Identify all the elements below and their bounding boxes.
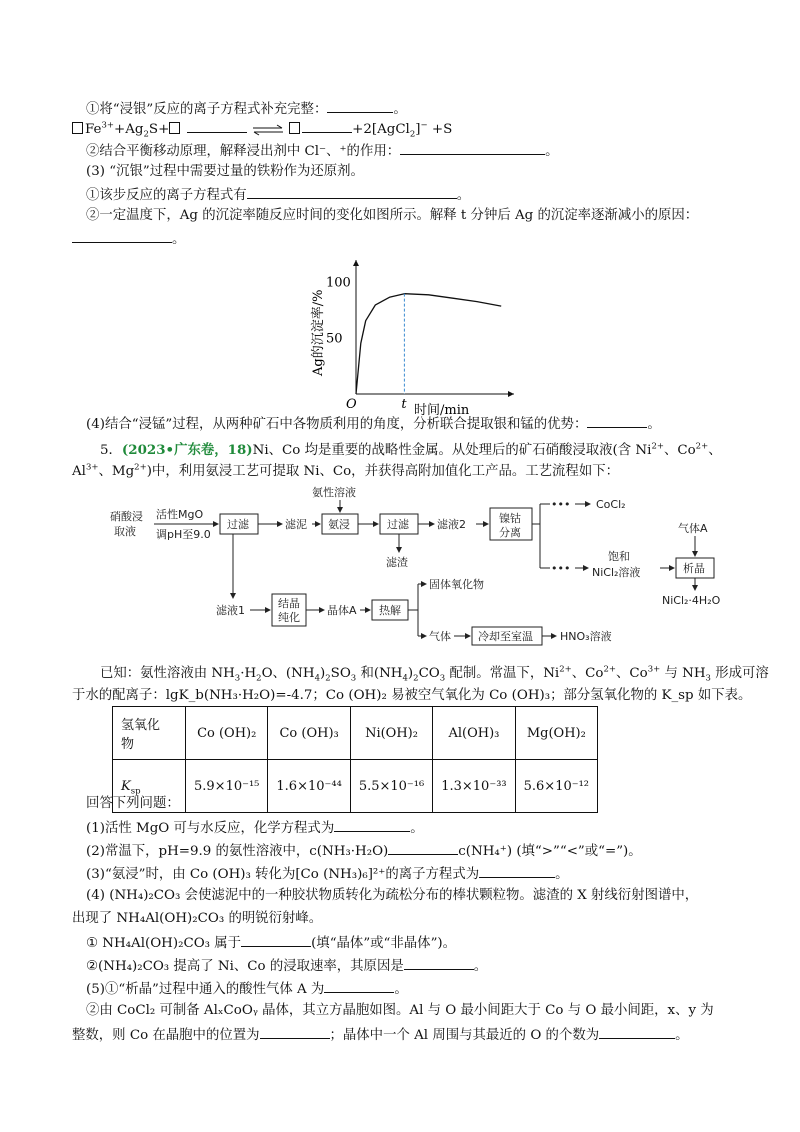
table-header-cell: Al(OH)₃ xyxy=(433,707,515,760)
text: c(NH₄⁺) (填“>”“<”或“=”)。 xyxy=(458,844,642,859)
question-4b xyxy=(72,909,322,929)
flow-ellipsis: ••• xyxy=(551,562,571,575)
question-5-2b: 整数，则 Co 在晶胞中的位置为 ；晶体中一个 Al 周围与其最近的 O 的个数为 。 xyxy=(72,1024,689,1046)
answer-blank[interactable] xyxy=(241,932,311,947)
flow-step-crystallize: 析晶 xyxy=(683,562,705,575)
flow-solid-oxide-label: 固体氧化物 xyxy=(429,578,484,591)
coefficient-box[interactable] xyxy=(289,122,300,134)
question-5-2 xyxy=(86,1001,714,1021)
table-row xyxy=(113,760,598,813)
text: 和(NH xyxy=(356,666,403,681)
text: 2 xyxy=(256,673,262,684)
text: ②(NH₄)₂CO₃ 提高了 Ni、Co 的浸取速率，其原因是 xyxy=(86,959,404,974)
questions-intro xyxy=(86,794,180,814)
text: 物 xyxy=(121,737,135,752)
flow-step-filter: 过滤 xyxy=(227,518,249,531)
text: ①该步反应的离子方程式有 xyxy=(86,188,247,203)
answer-blank[interactable] xyxy=(404,955,474,970)
flow-cocl2-label: CoCl₂ xyxy=(596,498,626,511)
flow-step-pyrolysis: 热解 xyxy=(379,604,401,617)
text: ②结合平衡移动原理，解释浸出剂中 Cl⁻、⁺的作用： xyxy=(86,144,401,159)
table-cell: 1.6×10⁻⁴⁴ xyxy=(268,760,350,813)
text: 3 xyxy=(234,673,241,684)
q-ag-equation xyxy=(72,118,452,140)
answer-blank[interactable] xyxy=(599,1024,675,1039)
table-row xyxy=(113,707,598,760)
q-ag-line-3: ②结合平衡移动原理，解释浸出剂中 Cl⁻、⁺的作用： 。 xyxy=(86,140,559,162)
answer-blank[interactable] xyxy=(324,978,394,993)
text: 3 xyxy=(705,673,711,684)
table-cell: 5.9×10⁻¹⁵ xyxy=(186,760,268,813)
text: 3+ xyxy=(101,120,115,131)
text: 2+ xyxy=(559,664,572,675)
text: 氢氧化 xyxy=(121,718,161,733)
text: CO xyxy=(418,666,440,681)
flow-step-filter: 过滤 xyxy=(387,518,409,531)
text: 回答下列问题： xyxy=(86,796,180,811)
text: 2+ xyxy=(651,441,664,452)
known-line-2 xyxy=(72,686,751,706)
flow-step-purify: 结晶 xyxy=(278,597,300,610)
text: (1)活性 MgO 可与水反应，化学方程式为 xyxy=(86,821,335,836)
coefficient-box[interactable] xyxy=(169,122,180,134)
known-line-1 xyxy=(100,664,769,684)
text: 形成可溶 xyxy=(710,666,769,681)
flow-step-ammonia-leach: 氨浸 xyxy=(328,518,350,531)
text: (3)“氨浸”时，由 Co (OH)₃ 转化为[Co (NH₃)₆]²⁺的离子方程式为 xyxy=(86,867,480,882)
q-ag-line-5: ①该步反应的离子方程式有 。 xyxy=(86,184,470,206)
text: +S xyxy=(427,122,453,137)
text: Ni、Co 均是重要的战略性金属。从处理后的矿石硝酸浸取液(含 Ni xyxy=(252,443,652,458)
flow-nicl2-product-label: NiCl₂·4H₂O xyxy=(662,594,721,607)
text: 3+ xyxy=(647,664,661,675)
q-ag-line-4 xyxy=(86,162,364,182)
table-cell: 5.6×10⁻¹² xyxy=(515,760,597,813)
text: +2[AgCl xyxy=(352,122,410,137)
text: 2 xyxy=(143,129,149,140)
x-axis-arrow xyxy=(508,391,514,397)
table-cell: 5.5×10⁻¹⁶ xyxy=(350,760,432,813)
y-tick-label: 100 xyxy=(326,275,351,291)
text: ·H xyxy=(240,666,257,681)
flow-saturated-label: 饱和 xyxy=(608,550,630,563)
ag-precipitation-chart xyxy=(300,250,520,416)
x-axis-label: 时间/min xyxy=(414,403,470,416)
q5-line-2 xyxy=(72,462,619,482)
text: 、Co xyxy=(663,443,696,458)
text: )中，利用氨浸工艺可提取 Ni、Co，并获得高附加值化工产品。工艺流程如下： xyxy=(146,464,619,479)
text: 已知：氨性溶液由 NH xyxy=(100,666,235,681)
text: (5)①“析晶”过程中通入的酸性气体 A 为 xyxy=(86,982,325,997)
question-3: (3)“氨浸”时，由 Co (OH)₃ 转化为[Co (NH₃)₆]²⁺的离子方程式为 。 xyxy=(86,863,568,885)
y-axis-label: Ag的沉淀率/% xyxy=(311,289,326,376)
answer-blank[interactable] xyxy=(327,98,393,113)
text: Al xyxy=(72,464,86,479)
flow-ammonia-solution-label: 氨性溶液 xyxy=(312,486,356,499)
text: Fe xyxy=(85,122,102,137)
q5-line-1 xyxy=(100,440,722,461)
answer-blank[interactable] xyxy=(247,184,457,199)
table-header-cell: Mg(OH)₂ xyxy=(515,707,597,760)
question-1: (1)活性 MgO 可与水反应，化学方程式为 。 xyxy=(86,817,424,839)
flow-ellipsis: ••• xyxy=(551,498,571,511)
question-5-1: (5)①“析晶”过程中通入的酸性气体 A 为 。 xyxy=(86,978,408,1000)
q-ag-line-8: (4)结合“浸锰”过程，从两种矿石中各物质利用的角度，分析联合提取银和锰的优势： 。 xyxy=(86,413,661,435)
answer-blank[interactable] xyxy=(260,1024,330,1039)
text: 、Co xyxy=(571,666,604,681)
table-header-cell: Ni(OH)₂ xyxy=(350,707,432,760)
text: +Ag xyxy=(114,122,144,137)
coefficient-box[interactable] xyxy=(72,122,83,134)
flow-residue-label: 滤渣 xyxy=(386,556,408,569)
text: ① NH₄Al(OH)₂CO₃ 属于 xyxy=(86,936,242,951)
text: 3 xyxy=(350,673,357,684)
text: 、Co xyxy=(615,666,648,681)
text: 3+ xyxy=(85,462,99,473)
flow-filtrate1-label: 滤液1 xyxy=(216,604,245,617)
flow-step-purify: 纯化 xyxy=(278,611,300,624)
table-header-cell: Co (OH)₃ xyxy=(268,707,350,760)
text: ) xyxy=(407,666,414,681)
table-header-cell: Co (OH)₂ xyxy=(186,707,268,760)
text: ①将“浸银”反应的离子方程式补充完整： xyxy=(86,102,328,117)
text: 2+ xyxy=(603,664,616,675)
equilibrium-arrows-icon xyxy=(251,124,285,136)
question-number: 5． xyxy=(100,443,122,458)
question-2 xyxy=(86,840,642,862)
text: (4) (NH₄)₂CO₃ 会使滤泥中的一种胶状物质转化为疏松分布的棒状颗粒物。滤渣的 X 射线衍射图谱中， xyxy=(86,888,699,903)
answer-blank[interactable] xyxy=(302,118,352,133)
text: 3 xyxy=(439,673,446,684)
flow-reagent-label: 调pH至9.0 xyxy=(156,528,211,541)
text: O、(NH xyxy=(261,666,315,681)
text: SO xyxy=(330,666,351,681)
q-ag-line-6 xyxy=(86,206,698,226)
ksp-table xyxy=(112,706,598,813)
text: 、 xyxy=(708,443,722,458)
flow-hno3-label: HNO₃溶液 xyxy=(560,630,612,643)
answer-blank[interactable] xyxy=(72,228,172,243)
answer-blank[interactable] xyxy=(334,817,410,832)
text: − xyxy=(420,120,428,131)
flow-saturated-label: NiCl₂溶液 xyxy=(592,566,641,579)
text: 于水的配离子：lgK_b(NH₃·H₂O)=-4.7；Co (OH)₂ 易被空气氧化为 Co (OH)₃；部分氢氧化物的 K_sp 如下表。 xyxy=(72,688,752,703)
flow-reagent-label: 活性MgO xyxy=(156,508,204,521)
series-line xyxy=(356,294,501,394)
text: (3) “沉银”过程中需要过量的铁粉作为还原剂。 xyxy=(86,164,364,179)
origin-label: O xyxy=(346,397,357,412)
question-source: (2023•广东卷，18) xyxy=(121,442,253,458)
table-header-cell xyxy=(113,707,186,760)
process-flow-diagram xyxy=(100,484,740,662)
flow-step-separation: 镍钴 xyxy=(499,512,521,525)
text: (4)结合“浸锰”过程，从两种矿石中各物质利用的角度，分析联合提取银和锰的优势： xyxy=(86,417,588,432)
text: ；晶体中一个 Al 周围与其最近的 O 的个数为 xyxy=(329,1028,600,1043)
table-cell: 1.3×10⁻³³ xyxy=(433,760,515,813)
answer-blank[interactable] xyxy=(587,413,647,428)
text: S+ xyxy=(148,122,170,137)
x-tick-label: t xyxy=(401,397,407,412)
answer-blank[interactable] xyxy=(187,118,247,133)
text: 4 xyxy=(402,673,408,684)
flow-crystal-a-label: 晶体A xyxy=(327,604,357,617)
flow-start-label: 硝酸浸 xyxy=(110,510,143,523)
text: ) xyxy=(319,666,326,681)
text: 2 xyxy=(413,673,419,684)
q-ag-line-1: ①将“浸银”反应的离子方程式补充完整： 。 xyxy=(86,98,407,120)
text: ②由 CoCl₂ 可制备 AlₓCoOᵧ 晶体，其立方晶胞如图。Al 与 O 最小间距大于 Co 与 O 最小间距，x、y 为 xyxy=(86,1003,714,1018)
question-4-1 xyxy=(86,932,456,954)
flow-gas-a-label: 气体A xyxy=(678,522,708,535)
answer-blank[interactable] xyxy=(400,140,545,155)
text: 配制。常温下，Ni xyxy=(445,666,560,681)
text: ] xyxy=(415,122,421,137)
text: (2)常温下，pH=9.9 的氨性溶液中，c(NH₃·H₂O) xyxy=(86,844,389,859)
flow-step-cool: 冷却至室温 xyxy=(478,630,533,643)
y-tick-label: 50 xyxy=(326,331,343,347)
text: K xyxy=(121,778,131,794)
y-axis-arrow xyxy=(353,260,359,266)
flow-start-label: 取液 xyxy=(114,525,136,538)
text: 与 NH xyxy=(660,666,706,681)
q-ag-line-7: 。 xyxy=(72,228,185,250)
flow-step-separation: 分离 xyxy=(499,526,521,539)
text: 整数，则 Co 在晶胞中的位置为 xyxy=(72,1028,260,1043)
flow-filtrate2-label: 滤液2 xyxy=(437,518,466,531)
question-4 xyxy=(86,886,698,906)
text: 2+ xyxy=(695,441,709,452)
text: 2 xyxy=(409,129,416,140)
text: ②一定温度下，Ag 的沉淀率随反应时间的变化如图所示。解释 t 分钟后 Ag 的沉淀率逐渐减小的原因： xyxy=(86,208,699,223)
flow-gas-label: 气体 xyxy=(429,630,451,643)
answer-blank[interactable] xyxy=(479,863,555,878)
text: 4 xyxy=(314,673,320,684)
text: 2 xyxy=(325,673,331,684)
text: 2+ xyxy=(134,462,147,473)
text: (填“晶体”或“非晶体”)。 xyxy=(311,936,457,951)
question-4-2: ②(NH₄)₂CO₃ 提高了 Ni、Co 的浸取速率，其原因是 。 xyxy=(86,955,487,977)
text: 出现了 NH₄Al(OH)₂CO₃ 的明锐衍射峰。 xyxy=(72,911,323,926)
text: sp xyxy=(130,786,141,797)
text: 、Mg xyxy=(98,464,135,479)
answer-blank[interactable] xyxy=(388,840,458,855)
flow-sludge-label: 滤泥 xyxy=(285,518,307,531)
